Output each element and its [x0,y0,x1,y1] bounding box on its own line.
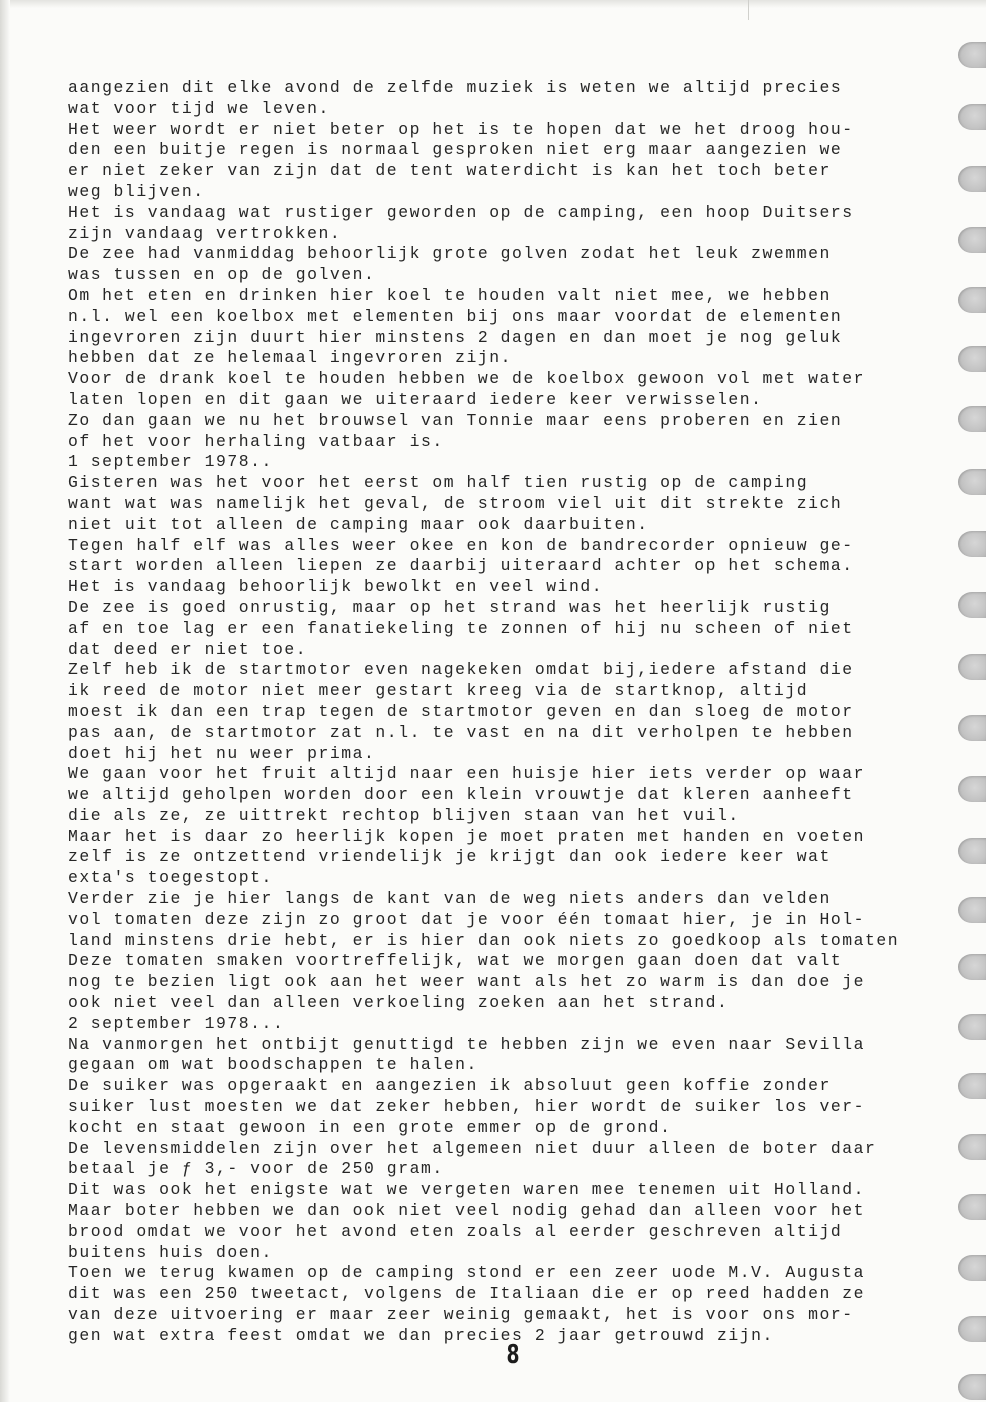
text-line: Dit was ook het enigste wat we vergeten waren mee tenemen uit Holland. [68,1180,866,1200]
binding-hole [958,469,986,495]
text-line: De zee had vanmiddag behoorlijk grote golven zodat het leuk zwemmen [68,244,831,264]
binding-hole [958,897,986,923]
binding-hole [958,166,986,192]
binding-hole [958,406,986,432]
binding-hole [958,838,986,864]
text-line: dat deed er niet toe. [68,639,308,659]
diary-text-block [68,78,948,1347]
text-line: doet hij het nu weer prima. [68,743,376,763]
text-line: weg blijven. [68,181,205,201]
text-line: Tegen half elf was alles weer okee en kon de bandrecorder opnieuw ge- [68,535,854,555]
text-line: den een buitje regen is normaal gesproken niet erg maar aangezien we [68,140,843,160]
page-number: 8 [506,1340,520,1370]
page-top-shadow [0,0,986,8]
text-line: Verder zie je hier langs de kant van de weg niets anders dan velden [68,889,831,909]
text-line: want wat was namelijk het geval, de stroom viel uit dit strekte zich [68,493,843,513]
date-heading: 1 september 1978.. [68,452,273,472]
text-line: moest ik dan een trap tegen de startmotor geven en dan sloeg de motor [68,701,854,721]
text-line: Deze tomaten smaken voortreffelijk, wat we morgen gaan doen dat valt [68,951,843,971]
binding-hole [958,104,986,130]
text-line: vol tomaten deze zijn zo groot dat je voor één tomaat hier, je in Hol- [68,909,866,929]
binding-hole [958,1134,986,1160]
text-line: Gisteren was het voor het eerst om half tien rustig op de camping [68,473,809,493]
binding-hole [958,776,986,802]
text-line: die als ze, ze uittrekt rechtop blijven staan van het vuil. [68,805,740,825]
text-line: Zo dan gaan we nu het brouwsel van Tonnie maar eens proberen en zien [68,410,843,430]
text-line: betaal je ƒ 3,- voor de 250 gram. [68,1159,444,1179]
text-line: ik reed de motor niet meer gestart kreeg via de startknop, altijd [68,681,809,701]
text-line: zijn vandaag vertrokken. [68,223,342,243]
page-left-shadow [0,0,10,1402]
text-line: gegaan om wat boodschappen te halen. [68,1055,478,1075]
binding-hole [958,592,986,618]
date-heading: 2 september 1978... [68,1013,285,1033]
binding-hole [958,1194,986,1220]
binding-hole [958,1255,986,1281]
text-line: Het weer wordt er niet beter op het is te hopen dat we het droog hou- [68,119,854,139]
text-line: n.l. wel een koelbox met elementen bij ons maar voordat de elementen [68,306,843,326]
text-line: Om het eten en drinken hier koel te houden valt niet mee, we hebben [68,285,831,305]
text-line: er niet zeker van zijn dat de tent waterdicht is kan het toch beter [68,161,831,181]
text-line: Het is vandaag wat rustiger geworden op de camping, een hoop Duitsers [68,202,854,222]
text-line: ingevroren zijn duurt hier minstens 2 dagen en dan moet je nog geluk [68,327,843,347]
binding-holes [958,0,986,1402]
text-line: brood omdat we voor het avond eten zoals al eerder geschreven altijd [68,1221,843,1241]
text-line: van deze uitvoering er maar zeer weinig gemaakt, het is voor ons mor- [68,1305,854,1325]
text-line: nog te bezien ligt ook aan het weer want als het zo warm is dan doe je [68,972,866,992]
text-line: was tussen en op de golven. [68,265,376,285]
binding-hole [958,1316,986,1342]
text-line: We gaan voor het fruit altijd naar een huisje hier iets verder op waar [68,764,866,784]
text-line: Zelf heb ik de startmotor even nagekeken omdat bij,iedere afstand die [68,660,854,680]
text-line: dit was een 250 tweetact, volgens de Italiaan die er op reed hadden ze [68,1284,866,1304]
binding-hole [958,227,986,253]
text-line: hebben dat ze helemaal ingevroren zijn. [68,348,513,368]
text-line: gen wat extra feest omdat we dan precies 2 jaar getrouwd zijn. [68,1325,774,1345]
text-line: buitens huis doen. [68,1242,273,1262]
binding-hole [958,715,986,741]
text-line: laten lopen en dit gaan we uiteraard iedere keer verwisselen. [68,389,763,409]
fold-mark [748,0,749,20]
binding-hole [958,531,986,557]
binding-hole [958,287,986,313]
text-line: De suiker was opgeraakt en aangezien ik absoluut geen koffie zonder [68,1076,831,1096]
text-line: Toen we terug kwamen op de camping stond er een zeer uode M.V. Augusta [68,1263,866,1283]
text-line: start worden alleen liepen ze daarbij uiteraard achter op het schema. [68,556,854,576]
binding-hole [958,1374,986,1400]
text-line: aangezien dit elke avond de zelfde muziek is weten we altijd precies [68,78,843,97]
text-line: exta's toegestopt. [68,868,273,888]
text-line: we altijd geholpen worden door een klein vrouwtje dat kleren aanheeft [68,785,854,805]
binding-hole [958,1073,986,1099]
binding-hole [958,42,986,68]
text-line: Maar het is daar zo heerlijk kopen je moet praten met handen en voeten [68,826,866,846]
text-line: De levensmiddelen zijn over het algemeen niet duur alleen de boter daar [68,1138,877,1158]
binding-hole [958,1014,986,1040]
text-line: niet uit tot alleen de camping maar ook daarbuiten. [68,514,649,534]
binding-hole [958,346,986,372]
text-line: ook niet veel dan alleen verkoeling zoeken aan het strand. [68,993,729,1013]
text-line: Het is vandaag behoorlijk bewolkt en veel wind. [68,577,604,597]
text-line: af en toe lag er een fanatiekeling te zonnen of hij nu scheen of niet [68,618,854,638]
text-line: zelf is ze ontzettend vriendelijk je krijgt dan ook iedere keer wat [68,847,831,867]
text-line: Voor de drank koel te houden hebben we de koelbox gewoon vol met water [68,369,866,389]
text-line: pas aan, de startmotor zat n.l. te vast en na dit verholpen te hebben [68,722,854,742]
text-line: Maar boter hebben we dan ook niet veel nodig gehad dan alleen voor het [68,1201,866,1221]
text-line: suiker lust moesten we dat zeker hebben, hier wordt de suiker los ver- [68,1097,866,1117]
text-line: land minstens drie hebt, er is hier dan ook niets zo goedkoop als tomaten [68,930,900,950]
binding-hole [958,954,986,980]
text-line: wat voor tijd we leven. [68,98,330,118]
binding-hole [958,654,986,680]
text-line: Na vanmorgen het ontbijt genuttigd te hebben zijn we even naar Sevilla [68,1034,866,1054]
text-line: kocht en staat gewoon in een grote emmer op de grond. [68,1117,672,1137]
text-line: of het voor herhaling vatbaar is. [68,431,444,451]
text-line: De zee is goed onrustig, maar op het strand was het heerlijk rustig [68,597,831,617]
